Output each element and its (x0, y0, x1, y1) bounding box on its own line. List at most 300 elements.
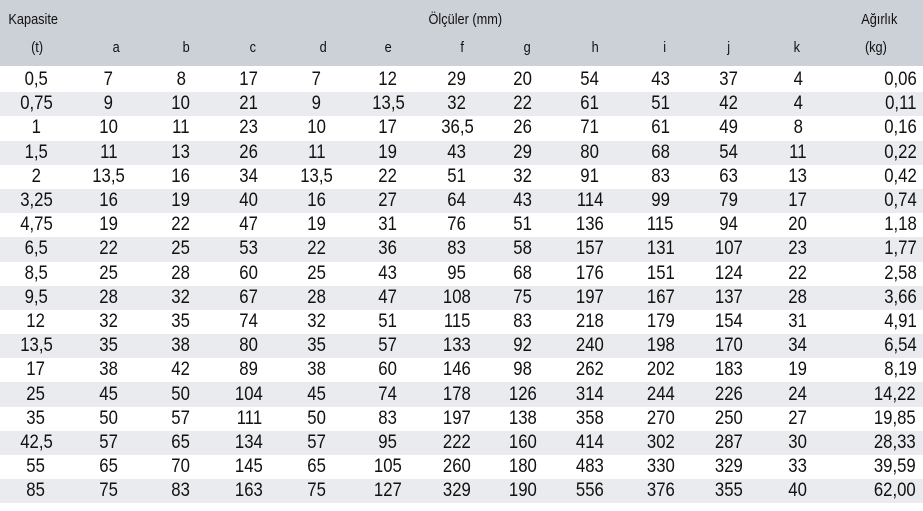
cell-value: 4 (793, 93, 803, 115)
cell-g (490, 189, 556, 213)
cell-value: 38 (307, 359, 326, 381)
cell-h (556, 92, 624, 116)
cell-c (217, 310, 281, 334)
cell-value: 70 (171, 456, 191, 478)
cell-a (72, 479, 145, 503)
cell-value: 24 (788, 383, 808, 405)
cell-i (624, 479, 697, 503)
cell-value: 250 (714, 407, 743, 429)
cell-b (145, 431, 217, 455)
cell-value: 0,06 (884, 69, 917, 91)
cell-c (217, 141, 281, 165)
cell-value: 108 (443, 286, 471, 308)
cell-e (352, 165, 424, 189)
cell-value: 22 (788, 262, 808, 284)
cell-value: 89 (239, 359, 259, 381)
cell-value: 33 (788, 456, 808, 478)
cell-i (624, 237, 697, 261)
cell-value: 6,5 (24, 238, 48, 260)
cell-value: 8,5 (24, 262, 48, 284)
cell-b (145, 237, 217, 261)
cell-value: 43 (378, 262, 398, 284)
cell-value: 145 (235, 456, 263, 478)
cell-value: 8,19 (884, 359, 917, 381)
cell-g (490, 213, 556, 237)
cell-weight (836, 455, 923, 479)
cell-value: 167 (646, 286, 675, 308)
cell-a (72, 431, 145, 455)
cell-value: 25 (99, 262, 118, 284)
cell-value: 55 (26, 456, 46, 478)
cell-value: 83 (447, 238, 467, 260)
cell-i (624, 286, 697, 310)
cell-value: 35 (26, 407, 46, 429)
capacity-label: Kapasite (8, 11, 58, 28)
cell-g (490, 68, 556, 92)
cell-capacity (0, 92, 72, 116)
cell-value: 51 (651, 93, 670, 115)
cell-value: 34 (239, 165, 259, 187)
cell-h (556, 141, 624, 165)
cell-weight (836, 334, 923, 358)
cell-d (281, 310, 352, 334)
cell-f (424, 141, 490, 165)
cell-value: 9 (311, 93, 322, 115)
cell-h (556, 358, 624, 382)
cell-k (760, 358, 836, 382)
cell-g (490, 141, 556, 165)
cell-value: 376 (646, 480, 675, 502)
cell-value: 16 (171, 165, 191, 187)
cell-c (217, 68, 281, 92)
cell-g (490, 262, 556, 286)
cell-g (490, 116, 556, 140)
cell-value: 54 (719, 141, 738, 163)
cell-i (624, 213, 697, 237)
cell-capacity (0, 213, 72, 237)
cell-value: 157 (576, 238, 604, 260)
cell-e (352, 382, 424, 406)
cell-value: 115 (443, 310, 471, 332)
cell-value: 32 (447, 93, 467, 115)
cell-d (281, 286, 352, 310)
cell-value: 0,11 (885, 93, 917, 115)
cell-h (556, 237, 624, 261)
cell-value: 20 (513, 69, 533, 91)
cell-f (424, 189, 490, 213)
cell-h (556, 262, 624, 286)
cell-e (352, 358, 424, 382)
cell-e (352, 213, 424, 237)
cell-value: 12 (26, 310, 46, 332)
cell-f (424, 479, 490, 503)
cell-value: 19,85 (874, 407, 917, 429)
cell-k (760, 92, 836, 116)
cell-weight (836, 68, 923, 92)
cell-capacity (0, 286, 72, 310)
cell-c (217, 262, 281, 286)
cell-g (490, 407, 556, 431)
cell-value: 25 (307, 262, 326, 284)
cell-d (281, 382, 352, 406)
cell-g (490, 92, 556, 116)
cell-b (145, 92, 217, 116)
cell-b (145, 479, 217, 503)
cell-a (72, 237, 145, 261)
cell-value: 12 (378, 69, 398, 91)
cell-b (145, 141, 217, 165)
cell-value: 29 (513, 141, 533, 163)
cell-f (424, 431, 490, 455)
cell-c (217, 189, 281, 213)
cell-i (624, 358, 697, 382)
cell-value: 74 (239, 310, 259, 332)
cell-value: 0,16 (884, 117, 917, 139)
cell-g (490, 455, 556, 479)
cell-e (352, 116, 424, 140)
table-row (0, 455, 923, 479)
cell-value: 107 (714, 238, 743, 260)
cell-b (145, 189, 217, 213)
table-row (0, 116, 923, 140)
cell-value: 358 (576, 407, 604, 429)
cell-value: 23 (239, 117, 259, 139)
cell-value: 6,54 (884, 335, 917, 357)
cell-value: 23 (788, 238, 808, 260)
cell-f (424, 358, 490, 382)
cell-i (624, 165, 697, 189)
cell-value: 68 (651, 141, 670, 163)
cell-value: 49 (719, 117, 738, 139)
cell-g (490, 358, 556, 382)
cell-value: 38 (171, 335, 191, 357)
cell-value: 34 (788, 335, 808, 357)
cell-a (72, 165, 145, 189)
cell-value: 27 (788, 407, 808, 429)
column-header-g: g (523, 39, 531, 56)
cell-value: 29 (447, 69, 467, 91)
cell-value: 31 (378, 214, 398, 236)
cell-value: 302 (646, 431, 675, 453)
cell-capacity (0, 455, 72, 479)
cell-value: 4 (793, 69, 803, 91)
cell-value: 67 (239, 286, 259, 308)
cell-j (697, 334, 760, 358)
cell-value: 218 (576, 310, 604, 332)
cell-value: 26 (513, 117, 533, 139)
cell-value: 19 (307, 214, 326, 236)
cell-value: 35 (99, 335, 118, 357)
cell-b (145, 262, 217, 286)
cell-c (217, 286, 281, 310)
cell-weight (836, 213, 923, 237)
capacity-unit: (t) (31, 39, 44, 56)
cell-weight (836, 382, 923, 406)
table-row (0, 407, 923, 431)
cell-j (697, 431, 760, 455)
cell-e (352, 189, 424, 213)
cell-k (760, 116, 836, 140)
cell-i (624, 189, 697, 213)
cell-weight (836, 237, 923, 261)
cell-value: 176 (576, 262, 604, 284)
cell-b (145, 68, 217, 92)
cell-value: 47 (239, 214, 259, 236)
cell-a (72, 407, 145, 431)
cell-value: 197 (443, 407, 471, 429)
cell-value: 83 (513, 310, 533, 332)
cell-d (281, 431, 352, 455)
cell-value: 28 (171, 262, 191, 284)
cell-value: 65 (171, 431, 191, 453)
cell-c (217, 92, 281, 116)
cell-value: 17 (378, 117, 398, 139)
cell-value: 4,75 (19, 214, 53, 236)
cell-f (424, 310, 490, 334)
spec-table-body (0, 68, 923, 503)
cell-value: 75 (307, 480, 326, 502)
cell-k (760, 262, 836, 286)
cell-b (145, 213, 217, 237)
cell-value: 11 (789, 141, 807, 163)
cell-value: 270 (646, 407, 675, 429)
cell-value: 75 (513, 286, 533, 308)
table-row (0, 68, 923, 92)
cell-value: 62,00 (874, 480, 917, 502)
cell-value: 28 (307, 286, 326, 308)
cell-value: 1,77 (884, 238, 917, 260)
cell-value: 43 (651, 69, 670, 91)
cell-value: 32 (307, 310, 326, 332)
cell-a (72, 358, 145, 382)
cell-d (281, 479, 352, 503)
cell-value: 180 (509, 456, 537, 478)
cell-value: 76 (447, 214, 467, 236)
cell-value: 37 (719, 69, 738, 91)
cell-value: 3,25 (19, 190, 53, 212)
cell-value: 57 (99, 431, 118, 453)
cell-value: 75 (99, 480, 118, 502)
cell-capacity (0, 407, 72, 431)
cell-k (760, 334, 836, 358)
cell-a (72, 141, 145, 165)
cell-weight (836, 141, 923, 165)
cell-value: 13 (788, 165, 808, 187)
cell-value: 99 (651, 190, 670, 212)
cell-capacity (0, 479, 72, 503)
table-row (0, 92, 923, 116)
cell-i (624, 310, 697, 334)
cell-h (556, 431, 624, 455)
cell-value: 36,5 (440, 117, 474, 139)
cell-value: 126 (509, 383, 537, 405)
cell-k (760, 455, 836, 479)
cell-value: 4,91 (884, 310, 917, 332)
cell-value: 43 (513, 190, 533, 212)
cell-value: 35 (307, 335, 326, 357)
cell-value: 65 (307, 456, 326, 478)
cell-value: 32 (99, 310, 118, 332)
cell-value: 146 (443, 359, 471, 381)
cell-value: 38 (99, 359, 118, 381)
cell-value: 226 (714, 383, 743, 405)
cell-value: 45 (307, 383, 326, 405)
cell-value: 20 (788, 214, 808, 236)
cell-c (217, 116, 281, 140)
column-header-e: e (384, 39, 392, 56)
cell-g (490, 310, 556, 334)
cell-value: 94 (719, 214, 738, 236)
cell-value: 260 (443, 456, 471, 478)
cell-value: 19 (788, 359, 808, 381)
cell-c (217, 334, 281, 358)
cell-b (145, 382, 217, 406)
cell-value: 22 (378, 165, 398, 187)
column-header-j: j (727, 39, 731, 56)
cell-k (760, 189, 836, 213)
cell-value: 10 (171, 93, 191, 115)
cell-value: 47 (378, 286, 398, 308)
cell-value: 79 (719, 190, 738, 212)
cell-value: 57 (171, 407, 191, 429)
cell-value: 61 (651, 117, 670, 139)
column-header-k: k (793, 39, 800, 56)
cell-c (217, 382, 281, 406)
column-header-d: d (319, 39, 327, 56)
cell-capacity (0, 68, 72, 92)
cell-value: 17 (239, 69, 259, 91)
cell-d (281, 358, 352, 382)
cell-j (697, 116, 760, 140)
cell-value: 30 (788, 431, 808, 453)
cell-value: 61 (580, 93, 600, 115)
cell-k (760, 382, 836, 406)
cell-value: 10 (99, 117, 118, 139)
cell-j (697, 213, 760, 237)
cell-k (760, 237, 836, 261)
column-header-c: c (249, 39, 256, 56)
cell-value: 13 (171, 141, 191, 163)
cell-value: 50 (99, 407, 118, 429)
cell-i (624, 382, 697, 406)
cell-f (424, 165, 490, 189)
cell-a (72, 334, 145, 358)
cell-d (281, 407, 352, 431)
cell-h (556, 382, 624, 406)
cell-value: 0,42 (884, 165, 917, 187)
cell-a (72, 213, 145, 237)
table-row (0, 213, 923, 237)
cell-value: 11 (99, 141, 118, 163)
cell-value: 1 (31, 117, 41, 139)
cell-value: 95 (447, 262, 467, 284)
cell-value: 7 (103, 69, 114, 91)
cell-value: 36 (378, 238, 398, 260)
column-header-f: f (460, 39, 464, 56)
cell-weight (836, 407, 923, 431)
cell-value: 329 (714, 456, 743, 478)
cell-d (281, 68, 352, 92)
cell-value: 85 (26, 480, 46, 502)
cell-value: 160 (509, 431, 537, 453)
cell-i (624, 68, 697, 92)
cell-value: 13,5 (371, 93, 405, 115)
cell-weight (836, 479, 923, 503)
cell-value: 483 (576, 456, 604, 478)
cell-f (424, 455, 490, 479)
dimensions-label: Ölçüler (mm) (428, 11, 503, 28)
cell-value: 28 (99, 286, 118, 308)
cell-b (145, 286, 217, 310)
cell-value: 154 (714, 310, 743, 332)
cell-a (72, 92, 145, 116)
cell-value: 0,75 (19, 93, 53, 115)
cell-b (145, 334, 217, 358)
cell-c (217, 455, 281, 479)
cell-value: 170 (714, 335, 743, 357)
cell-capacity (0, 189, 72, 213)
cell-b (145, 407, 217, 431)
cell-value: 556 (576, 480, 604, 502)
cell-d (281, 213, 352, 237)
cell-value: 68 (513, 262, 533, 284)
cell-k (760, 431, 836, 455)
cell-j (697, 286, 760, 310)
column-header-h: h (591, 39, 599, 56)
cell-value: 51 (378, 310, 398, 332)
weight-label: Ağırlık (861, 11, 898, 28)
cell-value: 8 (176, 69, 186, 91)
cell-b (145, 358, 217, 382)
cell-value: 42 (719, 93, 738, 115)
cell-value: 43 (447, 141, 467, 163)
table-row (0, 310, 923, 334)
cell-value: 9 (103, 93, 114, 115)
cell-value: 83 (378, 407, 398, 429)
cell-e (352, 92, 424, 116)
column-header-b: b (182, 39, 190, 56)
cell-value: 80 (580, 141, 600, 163)
cell-value: 240 (576, 335, 604, 357)
cell-a (72, 382, 145, 406)
cell-h (556, 334, 624, 358)
cell-value: 58 (513, 238, 533, 260)
cell-weight (836, 92, 923, 116)
cell-value: 190 (509, 480, 537, 502)
cell-value: 14,22 (874, 383, 917, 405)
cell-value: 51 (513, 214, 533, 236)
cell-value: 71 (580, 117, 600, 139)
cell-value: 115 (647, 214, 674, 236)
cell-j (697, 407, 760, 431)
cell-value: 133 (443, 335, 471, 357)
cell-value: 0,22 (884, 141, 917, 163)
weight-unit: (kg) (864, 39, 887, 56)
cell-k (760, 310, 836, 334)
cell-value: 183 (714, 359, 743, 381)
cell-value: 10 (307, 117, 326, 139)
cell-value: 314 (576, 383, 604, 405)
table-row (0, 479, 923, 503)
cell-value: 60 (378, 359, 398, 381)
cell-weight (836, 189, 923, 213)
cell-h (556, 407, 624, 431)
cell-e (352, 141, 424, 165)
cell-value: 222 (443, 431, 471, 453)
cell-e (352, 237, 424, 261)
cell-value: 111 (236, 407, 262, 429)
cell-capacity (0, 310, 72, 334)
